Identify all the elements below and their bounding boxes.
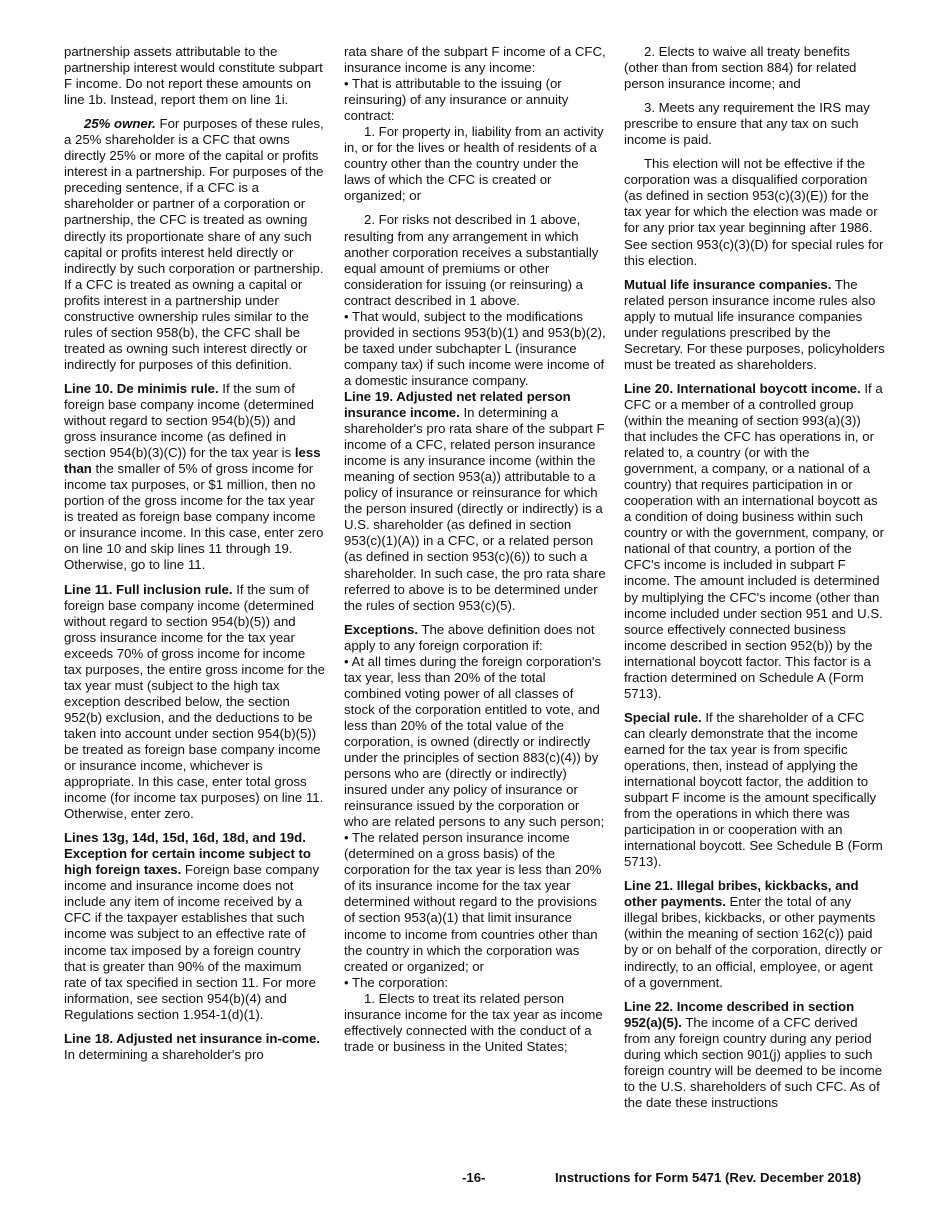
column-middle <box>344 44 606 1063</box>
column-right <box>624 44 886 1119</box>
paragraph-line-11: Line 11. Full inclusion rule. If the sum of foreign base company income (determined without regard to section 954(b)(5)) and gross insurance income for the tax year exceeds 70% of gross income for income tax purposes, the entire gross income for the tax year must (subject to the high tax exception described below, the section 952(b) exclusion, and the deductions to be taken into account under section 954(b)(5)) be treated as foreign base company income or insurance income, whichever is appropriate. In this case, enter total gross income (for income tax purposes) on line 11. Otherwise, enter zero. <box>64 581 325 822</box>
bullet-the-corporation: • The corporation: <box>344 974 449 990</box>
paragraph-insurance-income: rata share of the subpart F income of a CFC, insurance income is any income: <box>344 44 606 76</box>
paragraph-line-22: Line 22. Income described in section 952(a)(5). The income of a CFC derived from any foreign country during any period during which section 901(j) applies to such foreign country will be deemed to be income to the U.S. shareholders of such CFC. As of the date these instructions <box>624 998 883 1110</box>
paragraph-partnership-assets: partnership assets attributable to the partnership interest would constitute subpart F income. Do not report these amounts on line 1b. Instead, report them on line 1i. <box>64 44 323 108</box>
paragraph-line-10: Line 10. De minimis rule. If the sum of foreign base company income (determined without regard to section 954(b)(5)) and gross insurance income (as defined in section 954(b)(3)(C)) for the tax year is less than the smaller of 5% of gross income for income tax purposes, or $1 million, then no portion of the gross income for the tax year is treated as foreign base company income or insurance income. In this case, enter zero on line 10 and skip lines 11 through 19. Otherwise, go to line 11. <box>64 380 324 573</box>
heading-line-19: Line 19. Adjusted net related person insurance income. <box>344 388 571 421</box>
paragraph-line-21: Line 21. Illegal bribes, kickbacks, and other payments. Enter the total of any illegal bribes, kickbacks, or other payments (within the meaning of section 162(c)) paid by or on behalf of the corporation, directly or indirectly, to an official, employee, or agent of a government. <box>624 878 883 990</box>
paragraph-line-20: Line 20. International boycott income. If a CFC or a member of a controlled group (within the meaning of section 993(a)(3)) that includes the CFC has operations in, or related to, a country (or with the government, a company, or a national of a country) that requires participation in or cooperation with an international boycott as a condition of doing business within such country or with the government, company, or national of that country, a portion of the CFC's income is included in subpart F income. The amount included is determined by multiplying the CFC's income (other than income included under section 951 and U.S. source effectively connected business income described in section 952(b)) by the international boycott factor. This factor is a fraction determined on Schedule A (Form 5713). <box>624 380 884 701</box>
paragraph-line-19: Line 19. Adjusted net related person insurance income. In determining a shareholder's pro rata share of the subpart F income of a CFC, related person insurance income is any insurance income (within the meaning of section 953(a)) attributable to a policy of insurance or reinsurance for which the person insured (directly or indirectly) is a U.S. shareholder (as defined in section 953(c)(1)(A)) in a CFC, or a related person (as defined in section 953(c)(6)) to such a shareholder. In such case, the pro rata share referred to above is to be determined under the rules of section 953(c)(5). <box>344 388 606 613</box>
paragraph-exceptions: Exceptions. The above definition does not apply to any foreign corporation if: <box>344 621 595 653</box>
page-footer <box>0 1170 950 1188</box>
numbered-item-1: 1. For property in, liability from an activity in, or for the lives or health of residents of a country other than the country under the laws of which the CFC is created or organized; or <box>344 124 604 204</box>
heading-line-21: Line 21. Illegal bribes, kickbacks, and other payments. <box>624 878 859 910</box>
bullet-issuing-insurance: • That is attributable to the issuing (or reinsuring) of any insurance or annuity contract: <box>344 76 569 124</box>
heading-line-11: Line 11. Full inclusion rule. <box>64 581 233 597</box>
numbered-item-2: 2. For risks not described in 1 above, resulting from any arrangement in which another corporation receives a substantially equal amount of premiums or other consideration for issuing (or reinsuring) a contract described in 1 above. <box>344 212 599 308</box>
paragraph-mutual-life: Mutual life insurance companies. The related person insurance income rules also apply to mutual life insurance companies under regulations prescribed by the Secretary. For these purposes, policyholders must be treated as shareholders. <box>624 276 885 372</box>
numbered-item-elects-1: 1. Elects to treat its related person insurance income for the tax year as income effectively connected with the conduct of a trade or business in the United States; <box>344 990 603 1054</box>
heading-high-tax-exception: Lines 13g, 14d, 15d, 16d, 18d, and 19d. Exception for certain income subject to high foreign taxes. <box>64 830 311 878</box>
paragraph-25-percent-owner: 25% owner. For purposes of these rules, a 25% shareholder is a CFC that owns directly 25% or more of the capital or profits interest in a partnership. For purposes of the preceding sentence, if a CFC is a shareholder or partner of a corporation or partnership, the CFC is treated as owning directly its proportionate share of any such capital or profits interest held directly or indirectly by such corporation or partnership. If a CFC is treated as owning a capital or profits interest in a partnership under constructive ownership rules similar to the rules of section 958(b), the CFC shall be treated as owning such interest directly or indirectly for purposes of this definition. <box>64 116 324 372</box>
paragraph-special-rule: Special rule. If the shareholder of a CFC can clearly demonstrate that the income earned for the tax year is from specific operations, then, instead of applying the international boycott factor, the addition to subpart F income is the amount specifically from the operations in which there was participation in or cooperation with an international boycott. See Schedule B (Form 5713). <box>624 709 883 870</box>
bullet-subchapter-l: • That would, subject to the modifications provided in sections 953(b)(1) and 953(b)(2), be taxed under subchapter L (insurance company tax) if such income were income of a domestic insurance company. <box>344 308 606 388</box>
numbered-item-elects-2: 2. Elects to waive all treaty benefits (other than from section 884) for related person insurance income; and <box>624 44 857 92</box>
heading-line-10: Line 10. De minimis rule. <box>64 380 219 396</box>
bullet-voting-power: • At all times during the foreign corporation's tax year, less than 20% of the total combined voting power of all classes of stock of the corporation entitled to vote, and less than 20% of the total value of the corporation, is owned (directly or indirectly under the principles of section 883(c)(4)) by persons who are (directly or indirectly) insured under any policy of insurance or reinsurance issued by the corporation or who are related persons to any such person; <box>344 653 605 830</box>
paragraph-election-effective: This election will not be effective if the corporation was a disqualified corporation (as defined in section 953(c)(3)(E)) for the tax year for which the election was made or for any prior tax year beginning after 1986. See section 953(c)(3)(D) for special rules for this election. <box>624 156 884 268</box>
heading-25-percent-owner: 25% owner. <box>84 116 156 132</box>
paragraph-high-tax-exception: Lines 13g, 14d, 15d, 16d, 18d, and 19d. Exception for certain income subject to high foreign taxes. Foreign base company income and insurance income does not include any item of income received by a CFC if the taxpayer establishes that such income was subject to an effective rate of income tax imposed by a foreign country that is greater than 90% of the maximum rate of tax specified in section 11. For more information, see section 954(b)(4) and Regulations section 1.954-1(d)(1). <box>64 830 320 1022</box>
heading-special-rule: Special rule. <box>624 709 702 725</box>
paragraph-line-18: Line 18. Adjusted net insurance in-come. In determining a shareholder's pro <box>64 1030 320 1062</box>
column-left <box>64 44 326 1071</box>
form-title: Instructions for Form 5471 (Rev. December 2018) <box>555 1170 862 1185</box>
heading-mutual-life: Mutual life insurance companies. <box>624 276 832 292</box>
heading-line-20: Line 20. International boycott income. <box>624 380 861 396</box>
heading-line-22: Line 22. Income described in section 952(a)(5). <box>624 998 855 1030</box>
heading-exceptions: Exceptions. <box>344 621 419 637</box>
page-number: -16- <box>462 1170 486 1185</box>
heading-line-18: Line 18. Adjusted net insurance in-come. <box>64 1030 320 1046</box>
bullet-related-person-income: • The related person insurance income (determined on a gross basis) of the corporation for the tax year is less than 20% of its insurance income for the tax year determined without regard to the provisions of section 953(a)(1) that limit insurance income to income from countries other than the country in which the corporation was created or organized; or <box>344 830 602 974</box>
numbered-item-elects-3: 3. Meets any requirement the IRS may prescribe to ensure that any tax on such income is paid. <box>624 100 870 148</box>
